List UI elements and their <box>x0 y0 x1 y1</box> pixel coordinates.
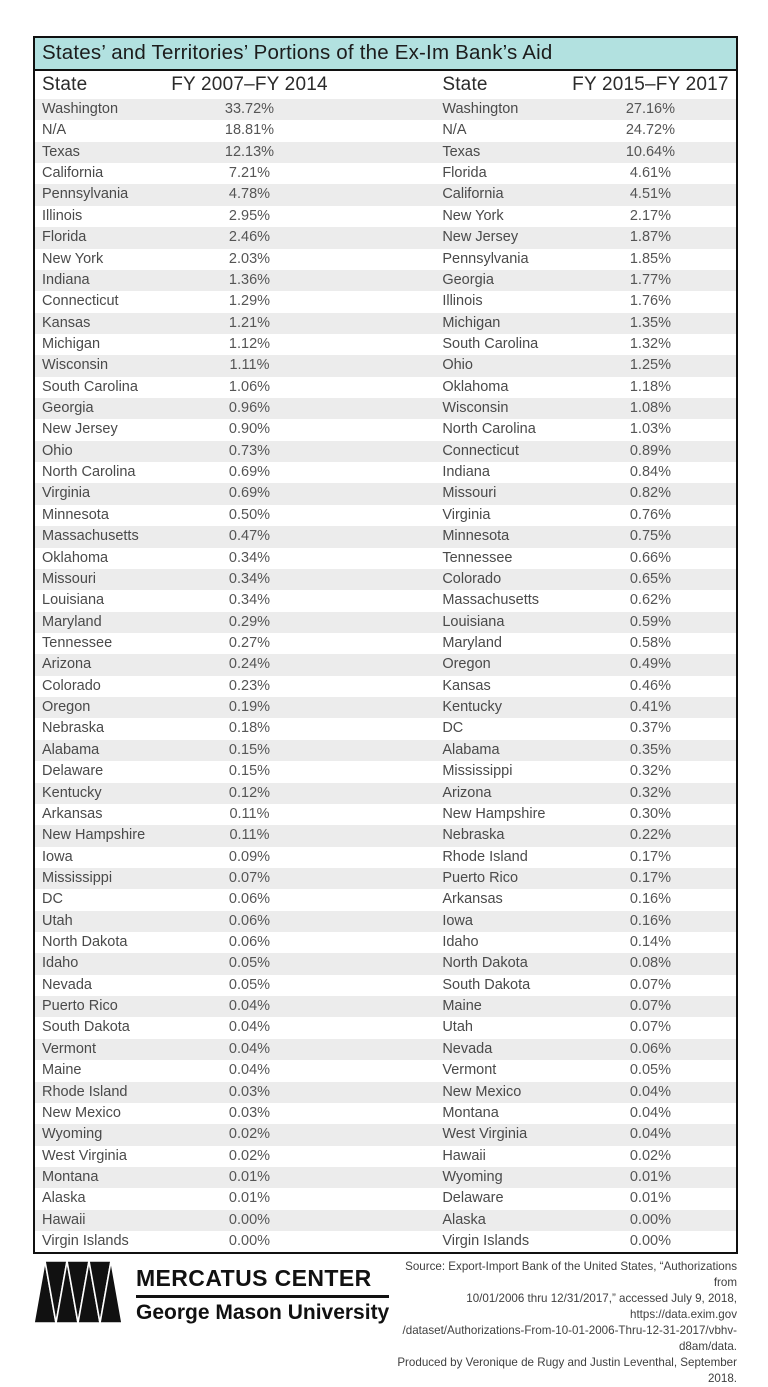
state-name-right: Utah <box>442 1019 473 1036</box>
percent-fy2015-2017: 0.66% <box>629 549 671 566</box>
state-name-right: Iowa <box>442 912 473 929</box>
state-name-left: Connecticut <box>42 293 119 310</box>
percent-fy2015-2017: 0.01% <box>629 1190 671 1207</box>
table-row <box>35 1060 736 1081</box>
percent-fy2007-2014: 0.06% <box>228 912 271 929</box>
percent-fy2015-2017: 0.17% <box>629 869 671 886</box>
state-name-left: Hawaii <box>42 1211 86 1228</box>
percent-fy2015-2017: 0.04% <box>629 1083 671 1100</box>
percent-fy2007-2014: 0.47% <box>228 528 271 545</box>
percent-fy2015-2017: 0.82% <box>629 485 671 502</box>
table-row <box>35 953 736 974</box>
table-row <box>35 676 736 697</box>
table-row <box>35 227 736 248</box>
percent-fy2007-2014: 0.19% <box>228 699 271 716</box>
table-row <box>35 868 736 889</box>
percent-fy2007-2014: 0.96% <box>228 400 271 417</box>
source-line-4: Produced by Veronique de Rugy and Justin Leventhal, September 2018. <box>397 1355 737 1385</box>
state-name-left: Vermont <box>42 1040 96 1057</box>
table-row <box>35 740 736 761</box>
state-name-right: Nebraska <box>442 827 505 844</box>
state-name-right: Virgin Islands <box>442 1233 530 1250</box>
percent-fy2007-2014: 0.69% <box>228 485 271 502</box>
table-row <box>35 1039 736 1060</box>
percent-fy2015-2017: 0.49% <box>629 656 671 673</box>
percent-fy2015-2017: 0.32% <box>629 784 671 801</box>
table-row <box>35 1146 736 1167</box>
percent-fy2007-2014: 2.03% <box>228 250 271 267</box>
percent-fy2015-2017: 0.04% <box>629 1104 671 1121</box>
percent-fy2007-2014: 0.69% <box>228 464 271 481</box>
state-name-right: Massachusetts <box>442 592 540 609</box>
percent-fy2007-2014: 0.34% <box>228 592 271 609</box>
percent-fy2015-2017: 0.37% <box>629 720 671 737</box>
percent-fy2015-2017: 1.35% <box>629 314 671 331</box>
logo-org-name: MERCATUS CENTER <box>136 1265 389 1298</box>
table-row <box>35 654 736 675</box>
percent-fy2015-2017: 0.62% <box>629 592 671 609</box>
table-row <box>35 291 736 312</box>
state-name-right: DC <box>442 720 464 737</box>
state-name-right: South Carolina <box>442 335 539 352</box>
table-row <box>35 889 736 910</box>
state-name-right: Kentucky <box>442 699 502 716</box>
percent-fy2007-2014: 0.15% <box>228 741 271 758</box>
state-name-right: Minnesota <box>442 528 510 545</box>
state-name-right: North Dakota <box>442 955 528 972</box>
percent-fy2007-2014: 4.78% <box>228 186 271 203</box>
state-name-right: Colorado <box>442 570 502 587</box>
state-name-left: New Mexico <box>42 1104 121 1121</box>
header-state-col1: State <box>42 74 88 95</box>
table-row <box>35 505 736 526</box>
state-name-right: Alaska <box>442 1211 486 1228</box>
table-row <box>35 398 736 419</box>
state-name-right: Kansas <box>442 677 491 694</box>
state-name-left: Kentucky <box>42 784 102 801</box>
state-name-left: Massachusetts <box>42 528 139 545</box>
percent-fy2015-2017: 0.59% <box>629 613 671 630</box>
state-name-right: New Mexico <box>442 1083 522 1100</box>
state-name-right: Nevada <box>442 1040 493 1057</box>
percent-fy2007-2014: 0.00% <box>228 1211 271 1228</box>
state-name-left: South Carolina <box>42 378 138 395</box>
percent-fy2007-2014: 0.90% <box>228 421 271 438</box>
source-line-2: 10/01/2006 thru 12/31/2017,” accessed July 9, 2018, https://data.exim.gov <box>466 1291 737 1321</box>
table-row <box>35 783 736 804</box>
table-row <box>35 975 736 996</box>
percent-fy2015-2017: 0.04% <box>629 1126 671 1143</box>
percent-fy2015-2017: 0.07% <box>629 976 671 993</box>
state-name-right: Delaware <box>442 1190 504 1207</box>
state-name-left: Utah <box>42 912 73 929</box>
table-row <box>35 1210 736 1231</box>
table-body <box>35 99 736 1252</box>
percent-fy2015-2017: 1.85% <box>629 250 671 267</box>
percent-fy2007-2014: 0.01% <box>228 1168 271 1185</box>
percent-fy2015-2017: 0.32% <box>629 763 671 780</box>
percent-fy2015-2017: 10.64% <box>625 143 676 160</box>
aid-table <box>33 36 738 1254</box>
state-name-right: Wisconsin <box>442 400 509 417</box>
percent-fy2007-2014: 0.03% <box>228 1083 271 1100</box>
header-state-col2: State <box>442 74 488 95</box>
state-name-left: Montana <box>42 1168 99 1185</box>
state-name-left: Nebraska <box>42 720 105 737</box>
state-name-left: New York <box>42 250 104 267</box>
percent-fy2007-2014: 0.15% <box>228 763 271 780</box>
percent-fy2007-2014: 0.04% <box>228 1062 271 1079</box>
percent-fy2015-2017: 0.07% <box>629 1019 671 1036</box>
percent-fy2007-2014: 0.04% <box>228 1019 271 1036</box>
state-name-right: Texas <box>442 143 481 160</box>
percent-fy2007-2014: 0.18% <box>228 720 271 737</box>
percent-fy2007-2014: 0.34% <box>228 570 271 587</box>
state-name-left: Louisiana <box>42 592 105 609</box>
table-row <box>35 1017 736 1038</box>
state-name-right: New Hampshire <box>442 805 546 822</box>
state-name-left: South Dakota <box>42 1019 130 1036</box>
state-name-right: Illinois <box>442 293 483 310</box>
source-line-3: /dataset/Authorizations-From-10-01-2006-Thru-12-31-2017/vbhv-d8am/data. <box>402 1323 737 1353</box>
percent-fy2015-2017: 1.87% <box>629 229 671 246</box>
table-header-row <box>35 71 736 99</box>
table-row <box>35 483 736 504</box>
state-name-right: Michigan <box>442 314 501 331</box>
state-name-right: Oklahoma <box>442 378 509 395</box>
table-row <box>35 590 736 611</box>
state-name-left: Tennessee <box>42 634 113 651</box>
percent-fy2015-2017: 0.30% <box>629 805 671 822</box>
state-name-right: New York <box>442 207 504 224</box>
state-name-left: New Jersey <box>42 421 118 438</box>
state-name-right: Ohio <box>442 357 473 374</box>
state-name-left: Delaware <box>42 763 104 780</box>
state-name-right: Tennessee <box>442 549 513 566</box>
percent-fy2007-2014: 0.11% <box>229 827 270 844</box>
state-name-left: Virgin Islands <box>42 1233 129 1250</box>
percent-fy2015-2017: 0.00% <box>629 1233 671 1250</box>
percent-fy2015-2017: 1.25% <box>629 357 671 374</box>
table-row <box>35 1103 736 1124</box>
percent-fy2015-2017: 1.32% <box>629 335 671 352</box>
percent-fy2015-2017: 4.61% <box>629 165 671 182</box>
state-name-left: Mississippi <box>42 869 113 886</box>
state-name-left: Minnesota <box>42 506 109 523</box>
percent-fy2007-2014: 33.72% <box>224 101 275 117</box>
state-name-left: Kansas <box>42 314 91 331</box>
state-name-left: Maryland <box>42 613 102 630</box>
state-name-left: Idaho <box>42 955 79 972</box>
percent-fy2007-2014: 0.09% <box>228 848 271 865</box>
percent-fy2015-2017: 1.03% <box>629 421 671 438</box>
state-name-left: Arkansas <box>42 805 103 822</box>
state-name-left: Texas <box>42 143 80 160</box>
table-row <box>35 184 736 205</box>
mercatus-logo <box>33 1258 389 1329</box>
state-name-left: Indiana <box>42 271 90 288</box>
percent-fy2015-2017: 0.84% <box>629 464 671 481</box>
percent-fy2007-2014: 1.06% <box>228 378 271 395</box>
table-row <box>35 612 736 633</box>
table-row <box>35 377 736 398</box>
state-name-left: Florida <box>42 229 87 246</box>
header-period-col2: FY 2015–FY 2017 <box>572 74 729 95</box>
state-name-left: Missouri <box>42 570 96 587</box>
source-note <box>389 1258 737 1387</box>
state-name-left: Rhode Island <box>42 1083 128 1100</box>
state-name-left: Virginia <box>42 485 91 502</box>
state-name-left: Wyoming <box>42 1126 103 1143</box>
percent-fy2007-2014: 7.21% <box>228 165 271 182</box>
percent-fy2007-2014: 0.06% <box>228 891 271 908</box>
logo-university-name: George Mason University <box>136 1300 390 1324</box>
percent-fy2007-2014: 0.73% <box>228 442 271 459</box>
table-row <box>35 825 736 846</box>
state-name-left: DC <box>42 891 63 908</box>
table-row <box>35 911 736 932</box>
percent-fy2015-2017: 0.22% <box>629 827 671 844</box>
table-row <box>35 1167 736 1188</box>
state-name-right: Mississippi <box>442 763 513 780</box>
state-name-right: South Dakota <box>442 976 531 993</box>
state-name-right: Washington <box>442 101 519 117</box>
percent-fy2007-2014: 0.02% <box>228 1126 271 1143</box>
table-row <box>35 718 736 739</box>
table-row <box>35 142 736 163</box>
percent-fy2015-2017: 0.89% <box>629 442 671 459</box>
percent-fy2015-2017: 0.08% <box>629 955 671 972</box>
percent-fy2015-2017: 0.00% <box>629 1211 671 1228</box>
footer <box>33 1258 737 1387</box>
state-name-right: N/A <box>442 122 467 139</box>
state-name-left: Arizona <box>42 656 92 673</box>
table-row <box>35 1124 736 1145</box>
percent-fy2015-2017: 4.51% <box>629 186 671 203</box>
state-name-right: Pennsylvania <box>442 250 529 267</box>
percent-fy2015-2017: 27.16% <box>625 101 676 117</box>
table-row <box>35 1082 736 1103</box>
percent-fy2007-2014: 0.24% <box>228 656 271 673</box>
state-name-right: Montana <box>442 1104 499 1121</box>
state-name-left: Nevada <box>42 976 92 993</box>
state-name-left: Oklahoma <box>42 549 109 566</box>
percent-fy2007-2014: 1.29% <box>228 293 271 310</box>
state-name-right: Missouri <box>442 485 497 502</box>
percent-fy2015-2017: 1.77% <box>629 271 671 288</box>
percent-fy2007-2014: 1.36% <box>228 271 271 288</box>
table-row <box>35 419 736 440</box>
percent-fy2015-2017: 0.76% <box>629 506 671 523</box>
percent-fy2015-2017: 1.18% <box>629 378 671 395</box>
table-title-bar: States’ and Territories’ Portions of the Ex-Im Bank’s Aid <box>35 38 736 71</box>
state-name-right: Florida <box>442 165 487 182</box>
state-name-right: Alabama <box>442 741 500 758</box>
percent-fy2015-2017: 0.35% <box>629 741 671 758</box>
table-row <box>35 761 736 782</box>
percent-fy2007-2014: 0.27% <box>228 634 271 651</box>
table-row <box>35 249 736 270</box>
table-row <box>35 206 736 227</box>
state-name-right: Puerto Rico <box>442 869 519 886</box>
table-row <box>35 569 736 590</box>
state-name-left: North Dakota <box>42 934 128 951</box>
state-name-right: Idaho <box>442 934 479 951</box>
table-row <box>35 313 736 334</box>
table-row <box>35 1188 736 1209</box>
percent-fy2007-2014: 0.04% <box>228 1040 271 1057</box>
table-row <box>35 932 736 953</box>
percent-fy2015-2017: 0.41% <box>629 699 671 716</box>
state-name-left: Puerto Rico <box>42 998 118 1015</box>
percent-fy2007-2014: 0.05% <box>228 955 271 972</box>
state-name-left: New Hampshire <box>42 827 146 844</box>
state-name-left: North Carolina <box>42 464 136 481</box>
state-name-left: Wisconsin <box>42 357 109 374</box>
percent-fy2015-2017: 2.17% <box>629 207 671 224</box>
state-name-right: Georgia <box>442 271 494 288</box>
state-name-right: Arkansas <box>442 891 503 908</box>
percent-fy2007-2014: 0.01% <box>228 1190 271 1207</box>
state-name-left: Iowa <box>42 848 73 865</box>
percent-fy2007-2014: 0.06% <box>228 934 271 951</box>
logo-text <box>136 1265 389 1325</box>
percent-fy2015-2017: 0.02% <box>629 1147 671 1164</box>
percent-fy2007-2014: 0.11% <box>229 805 270 822</box>
table-row <box>35 847 736 868</box>
percent-fy2015-2017: 0.06% <box>629 1040 671 1057</box>
state-name-left: Maine <box>42 1062 82 1079</box>
state-name-right: Rhode Island <box>442 848 528 865</box>
state-name-left: California <box>42 165 104 182</box>
state-name-right: Indiana <box>442 464 490 481</box>
table-row <box>35 334 736 355</box>
state-name-right: Oregon <box>442 656 491 673</box>
table-row <box>35 1231 736 1252</box>
table-row <box>35 633 736 654</box>
state-name-left: Ohio <box>42 442 73 459</box>
state-name-right: Hawaii <box>442 1147 486 1164</box>
state-name-right: Virginia <box>442 506 491 523</box>
percent-fy2007-2014: 1.11% <box>229 357 270 374</box>
percent-fy2015-2017: 24.72% <box>625 122 676 139</box>
state-name-right: California <box>442 186 504 203</box>
percent-fy2015-2017: 0.14% <box>629 934 671 951</box>
percent-fy2007-2014: 0.29% <box>228 613 271 630</box>
percent-fy2007-2014: 0.34% <box>228 549 271 566</box>
percent-fy2015-2017: 0.01% <box>629 1168 671 1185</box>
state-name-left: Washington <box>42 101 119 117</box>
percent-fy2007-2014: 2.46% <box>228 229 271 246</box>
state-name-right: New Jersey <box>442 229 519 246</box>
state-name-left: Pennsylvania <box>42 186 129 203</box>
table-row <box>35 99 736 120</box>
state-name-right: Maryland <box>442 634 502 651</box>
percent-fy2007-2014: 12.13% <box>224 143 275 160</box>
table-row <box>35 163 736 184</box>
state-name-right: North Carolina <box>442 421 536 438</box>
state-name-left: Colorado <box>42 677 101 694</box>
percent-fy2007-2014: 0.00% <box>228 1233 271 1250</box>
percent-fy2015-2017: 0.05% <box>629 1062 671 1079</box>
table-row <box>35 526 736 547</box>
percent-fy2015-2017: 1.08% <box>629 400 671 417</box>
percent-fy2007-2014: 18.81% <box>224 122 275 139</box>
state-name-left: Oregon <box>42 699 91 716</box>
header-period-col1: FY 2007–FY 2014 <box>171 74 328 95</box>
table-row <box>35 996 736 1017</box>
percent-fy2007-2014: 0.03% <box>228 1104 271 1121</box>
state-name-right: West Virginia <box>442 1126 528 1143</box>
state-name-right: Louisiana <box>442 613 505 630</box>
percent-fy2015-2017: 0.75% <box>629 528 671 545</box>
percent-fy2007-2014: 0.05% <box>228 976 271 993</box>
state-name-left: Michigan <box>42 335 101 352</box>
percent-fy2015-2017: 0.16% <box>629 891 671 908</box>
table-row <box>35 441 736 462</box>
table-row <box>35 355 736 376</box>
state-name-left: Alabama <box>42 741 100 758</box>
percent-fy2007-2014: 0.07% <box>228 869 271 886</box>
table-row <box>35 804 736 825</box>
percent-fy2015-2017: 0.46% <box>629 677 671 694</box>
percent-fy2015-2017: 0.07% <box>629 998 671 1015</box>
percent-fy2015-2017: 0.16% <box>629 912 671 929</box>
table-row <box>35 462 736 483</box>
percent-fy2015-2017: 1.76% <box>629 293 671 310</box>
table-row <box>35 548 736 569</box>
state-name-left: Alaska <box>42 1190 86 1207</box>
mercatus-triangles-icon <box>33 1260 125 1329</box>
percent-fy2007-2014: 0.02% <box>228 1147 271 1164</box>
source-line-1: Source: Export-Import Bank of the United States, “Authorizations from <box>405 1260 737 1289</box>
state-name-left: N/A <box>42 122 67 139</box>
table-row <box>35 120 736 141</box>
percent-fy2007-2014: 0.12% <box>228 784 271 801</box>
percent-fy2007-2014: 1.21% <box>228 314 271 331</box>
table-row <box>35 270 736 291</box>
state-name-left: West Virginia <box>42 1147 127 1164</box>
state-name-right: Arizona <box>442 784 492 801</box>
percent-fy2007-2014: 0.50% <box>228 506 271 523</box>
percent-fy2015-2017: 0.58% <box>629 634 671 651</box>
state-name-left: Georgia <box>42 400 94 417</box>
state-name-right: Maine <box>442 998 482 1015</box>
percent-fy2007-2014: 0.23% <box>228 677 271 694</box>
percent-fy2007-2014: 2.95% <box>228 207 271 224</box>
percent-fy2007-2014: 0.04% <box>228 998 271 1015</box>
state-name-left: Illinois <box>42 207 83 224</box>
percent-fy2007-2014: 1.12% <box>228 335 271 352</box>
percent-fy2015-2017: 0.17% <box>629 848 671 865</box>
table-row <box>35 697 736 718</box>
state-name-right: Vermont <box>442 1062 497 1079</box>
state-name-right: Connecticut <box>442 442 519 459</box>
state-name-right: Wyoming <box>442 1168 503 1185</box>
percent-fy2015-2017: 0.65% <box>629 570 671 587</box>
